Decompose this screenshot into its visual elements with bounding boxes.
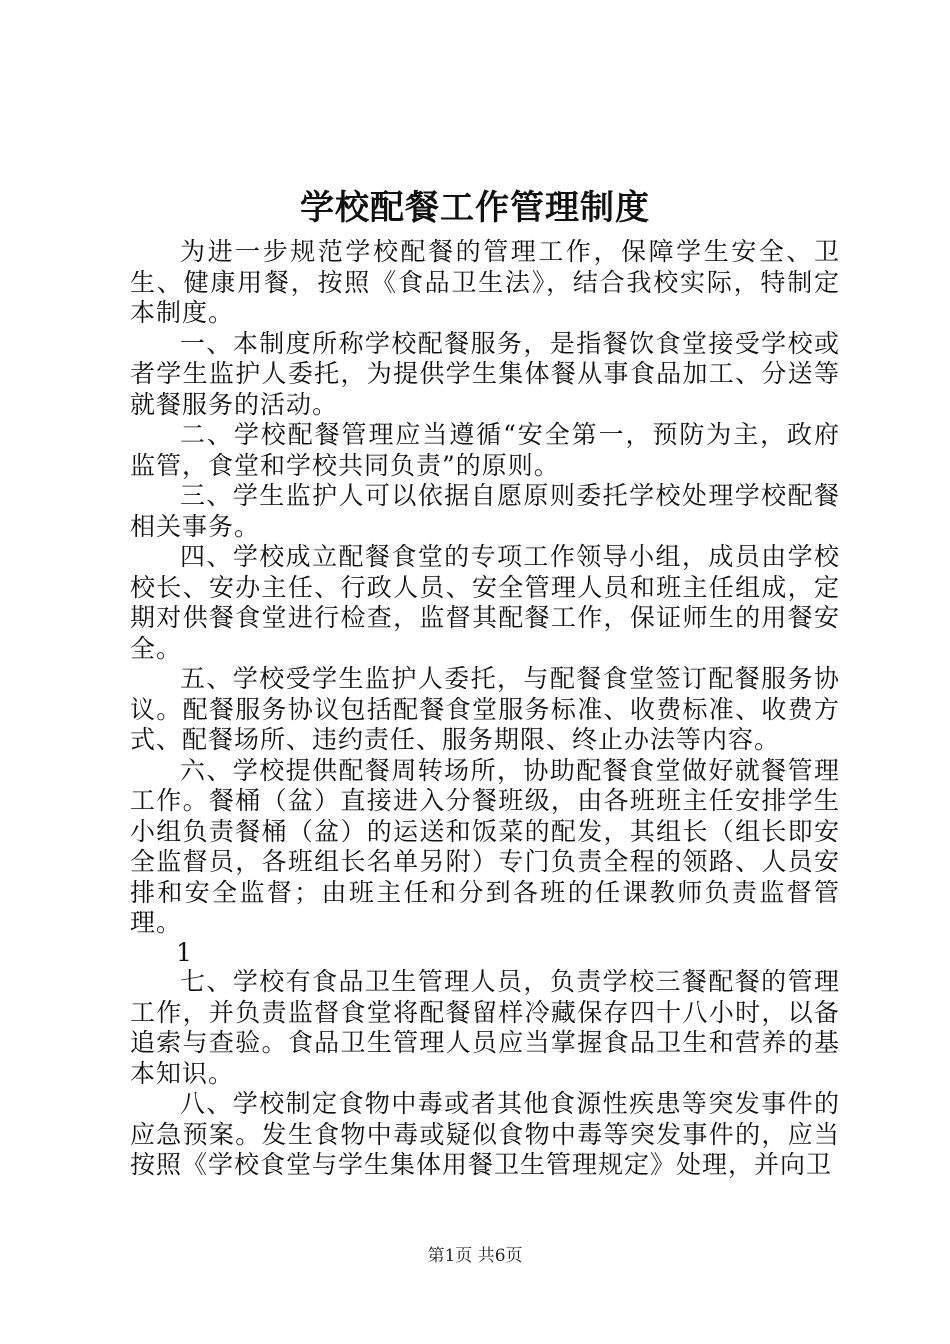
- paragraph-article-8: 八、学校制定食物中毒或者其他食源性疾患等突发事件的应急预案。发生食物中毒或疑似食物中毒等突发事件的，应当按照《学校食堂与学生集体用餐卫生管理规定》处理，并向卫: [130, 1089, 840, 1179]
- paragraph-article-5: 五、学校受学生监护人委托，与配餐食堂签订配餐服务协议。配餐服务协议包括配餐食堂服务标准、收费标准、收费方式、配餐场所、违约责任、服务期限、终止办法等内容。: [130, 664, 840, 754]
- paragraph-intro: 为进一步规范学校配餐的管理工作，保障学生安全、卫生、健康用餐，按照《食品卫生法》，结合我校实际，特制定本制度。: [130, 237, 840, 327]
- body-section-1: [130, 237, 840, 939]
- body-section-2: [130, 967, 840, 1181]
- paragraph-article-6: 六、学校提供配餐周转场所，协助配餐食堂做好就餐管理工作。餐桶（盆）直接进入分餐班级，由各班班主任安排学生小组负责餐桶（盆）的运送和饭菜的配发，其组长（组长即安全监督员，各班组长名单另附）专门负责全程的领路、人员安排和安全监督；由班主任和分到各班的任课教师负责监督管理。: [130, 755, 840, 937]
- paragraph-article-3: 三、学生监护人可以依据自愿原则委托学校处理学校配餐相关事务。: [130, 481, 840, 541]
- paragraph-article-4: 四、学校成立配餐食堂的专项工作领导小组，成员由学校校长、安办主任、行政人员、安全管理人员和班主任组成，定期对供餐食堂进行检查，监督其配餐工作，保证师生的用餐安全。: [130, 542, 840, 663]
- inline-page-number: 1: [176, 938, 192, 967]
- page-footer: 第1页 共6页: [427, 1246, 523, 1266]
- paragraph-article-2: 二、学校配餐管理应当遵循“安全第一，预防为主，政府监管，食堂和学校共同负责”的原则。: [130, 420, 840, 480]
- paragraph-article-1: 一、本制度所称学校配餐服务，是指餐饮食堂接受学校或者学生监护人委托，为提供学生集体餐从事食品加工、分送等就餐服务的活动。: [130, 328, 840, 419]
- paragraph-article-7: 七、学校有食品卫生管理人员，负责学校三餐配餐的管理工作，并负责监督食堂将配餐留样冷藏保存四十八小时，以备追索与查验。食品卫生管理人员应当掌握食品卫生和营养的基本知识。: [130, 967, 840, 1088]
- document-title: 学校配餐工作管理制度: [300, 188, 650, 228]
